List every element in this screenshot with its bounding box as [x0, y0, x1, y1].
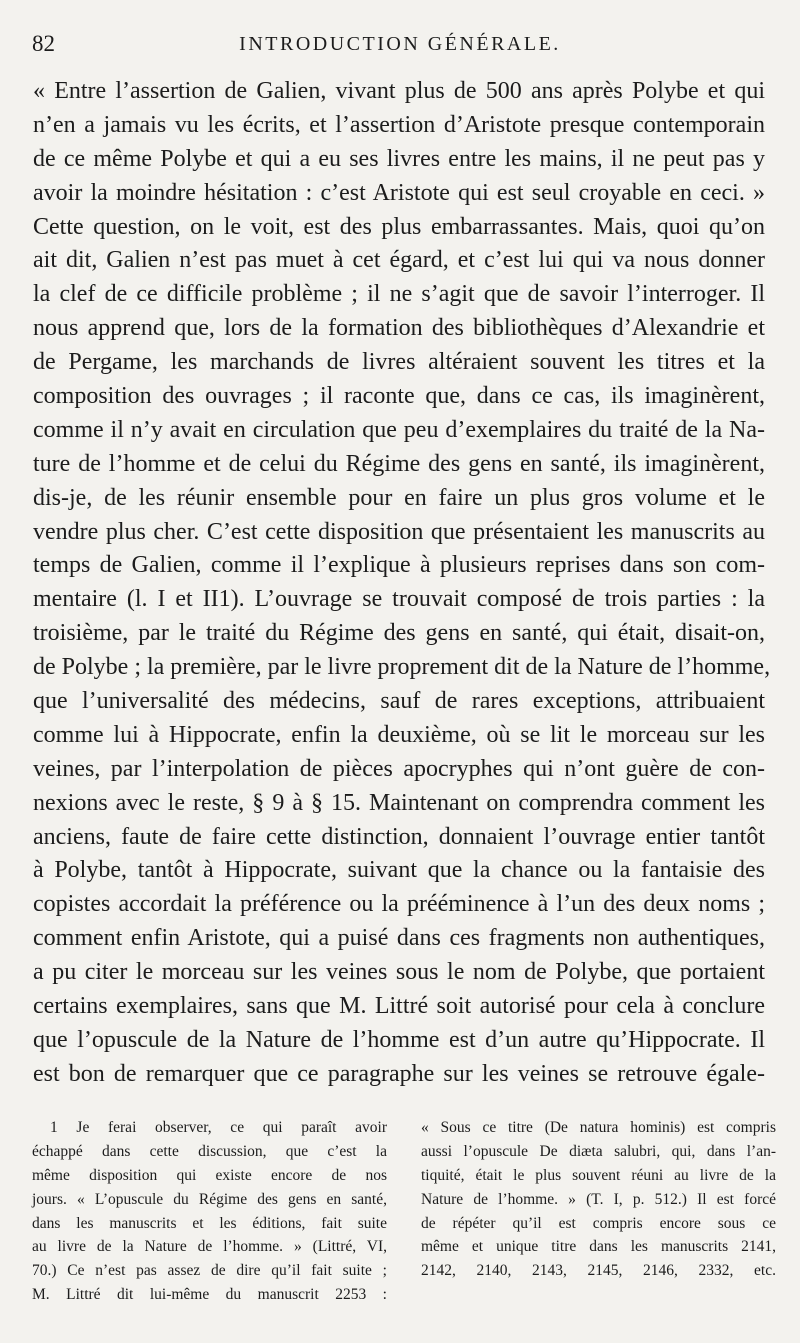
text-line: dis-je, de les réunir ensemble pour en faire un plus gros volume et le	[33, 484, 765, 511]
text-line: anciens, faute de faire cette distinction, donnaient l’ouvrage entier tantôt	[33, 823, 765, 850]
running-title: INTRODUCTION GÉNÉRALE.	[239, 33, 561, 55]
text-line: composition des ouvrages ; il raconte que, dans ce cas, ils imaginèrent,	[33, 383, 765, 410]
text-line: de Pergame, les marchands de livres altéraient souvent les titres et la	[33, 349, 765, 376]
footnote-line: échappé dans cette discussion, que c’est la	[32, 1142, 387, 1160]
text-line: comment enfin Aristote, qui a puisé dans ces fragments non authentiques,	[33, 925, 765, 952]
text-line: avoir la moindre hésitation : c’est Aristote qui est seul croyable en ceci. »	[33, 179, 765, 206]
text-line: ture de l’homme et de celui du Régime des gens en santé, ils imaginèrent,	[33, 450, 765, 477]
text-line: de Polybe ; la première, par le livre proprement dit de la Nature de l’homme,	[33, 654, 771, 681]
text-line: vendre plus cher. C’est cette disposition que présentaient les manuscrits au	[33, 518, 765, 545]
footnote-line: 70.) Ce n’est pas assez de dire qu’il fait suite ;	[32, 1262, 387, 1280]
main-text	[33, 75, 771, 1092]
footnote-line: 1 Je ferai observer, ce qui paraît avoir	[50, 1119, 387, 1136]
text-line: comme il n’y avait en circulation que peu d’exemplaires du traité de la Na-	[33, 416, 765, 443]
footnote-line: tiquité, était le plus souvent réuni au livre de la	[421, 1166, 776, 1184]
text-line: troisième, par le traité du Régime des gens en santé, qui était, disait-on,	[33, 620, 765, 647]
text-line: veines, par l’interpolation de pièces apocryphes qui n’ont guère de con-	[33, 755, 765, 782]
text-line: ait dit, Galien n’est pas muet à cet égard, et c’est lui qui va nous donner	[33, 247, 765, 274]
text-line: nexions avec le reste, § 9 à § 15. Maintenant on comprendra comment les	[33, 789, 765, 816]
text-line: nous apprend que, lors de la formation des bibliothèques d’Alexandrie et	[33, 315, 765, 342]
text-line: a pu citer le morceau sur les veines sous le nom de Polybe, que portaient	[33, 959, 765, 986]
footnote-column-right	[421, 1116, 776, 1283]
footnote-line: 2142, 2140, 2143, 2145, 2146, 2332, etc.	[421, 1262, 776, 1280]
text-line: n’en a jamais vu les écrits, et l’assertion d’Aristote presque contemporain	[33, 111, 765, 138]
text-line: certains exemplaires, sans que M. Littré soit autorisé pour cela à conclure	[33, 993, 765, 1020]
text-line: la clef de ce difficile problème ; il ne s’agit que de savoir l’interroger. Il	[33, 281, 765, 308]
text-line: à Polybe, tantôt à Hippocrate, suivant que la chance ou la fantaisie des	[33, 857, 765, 884]
footnote-line: même disposition qui existe encore de nos	[32, 1166, 387, 1184]
footnote-line: jours. « L’opuscule du Régime des gens en santé,	[32, 1190, 387, 1208]
footnote-line: aussi l’opuscule De diæta salubri, qui, dans l’an-	[421, 1142, 776, 1160]
footnote-line: « Sous ce titre (De natura hominis) est compris	[421, 1119, 776, 1136]
page-number: 82	[32, 31, 55, 56]
footnote-line: Nature de l’homme. » (T. I, p. 512.) Il est forcé	[421, 1190, 776, 1208]
footnote-line: M. Littré dit lui-même du manuscrit 2253 :	[32, 1286, 387, 1304]
text-line: Cette question, on le voit, est des plus embarrassantes. Mais, quoi qu’on	[33, 213, 765, 240]
footnote-line: au livre de la Nature de l’homme. » (Littré, VI,	[32, 1238, 387, 1256]
text-line: copistes accordait la préférence ou la prééminence à l’un des deux noms ;	[33, 891, 765, 918]
text-line: que l’universalité des médecins, sauf de rares exceptions, attribuaient	[33, 688, 765, 715]
text-line: « Entre l’assertion de Galien, vivant plus de 500 ans après Polybe et qui	[33, 78, 765, 104]
text-line: que l’opuscule de la Nature de l’homme est d’un autre qu’Hippocrate. Il	[33, 1026, 765, 1053]
footnote-column-left	[32, 1116, 387, 1307]
text-line: temps de Galien, comme il l’explique à plusieurs reprises dans son com-	[33, 552, 765, 579]
text-line: est bon de remarquer que ce paragraphe sur les veines se retrouve égale-	[33, 1060, 765, 1087]
text-line: mentaire (l. I et II1). L’ouvrage se trouvait composé de trois parties : la	[33, 586, 765, 613]
footnote-line: même et unique titre dans les manuscrits 2141,	[421, 1238, 776, 1256]
footnote-line: de répéter qu’il est compris encore sous ce	[421, 1214, 776, 1232]
footnote-line: dans les manuscrits et les éditions, fait suite	[32, 1214, 387, 1232]
text-line: comme lui à Hippocrate, enfin la deuxième, où se lit le morceau sur les	[33, 721, 765, 748]
text-line: de ce même Polybe et qui a eu ses livres entre les mains, il ne peut pas y	[33, 145, 765, 172]
